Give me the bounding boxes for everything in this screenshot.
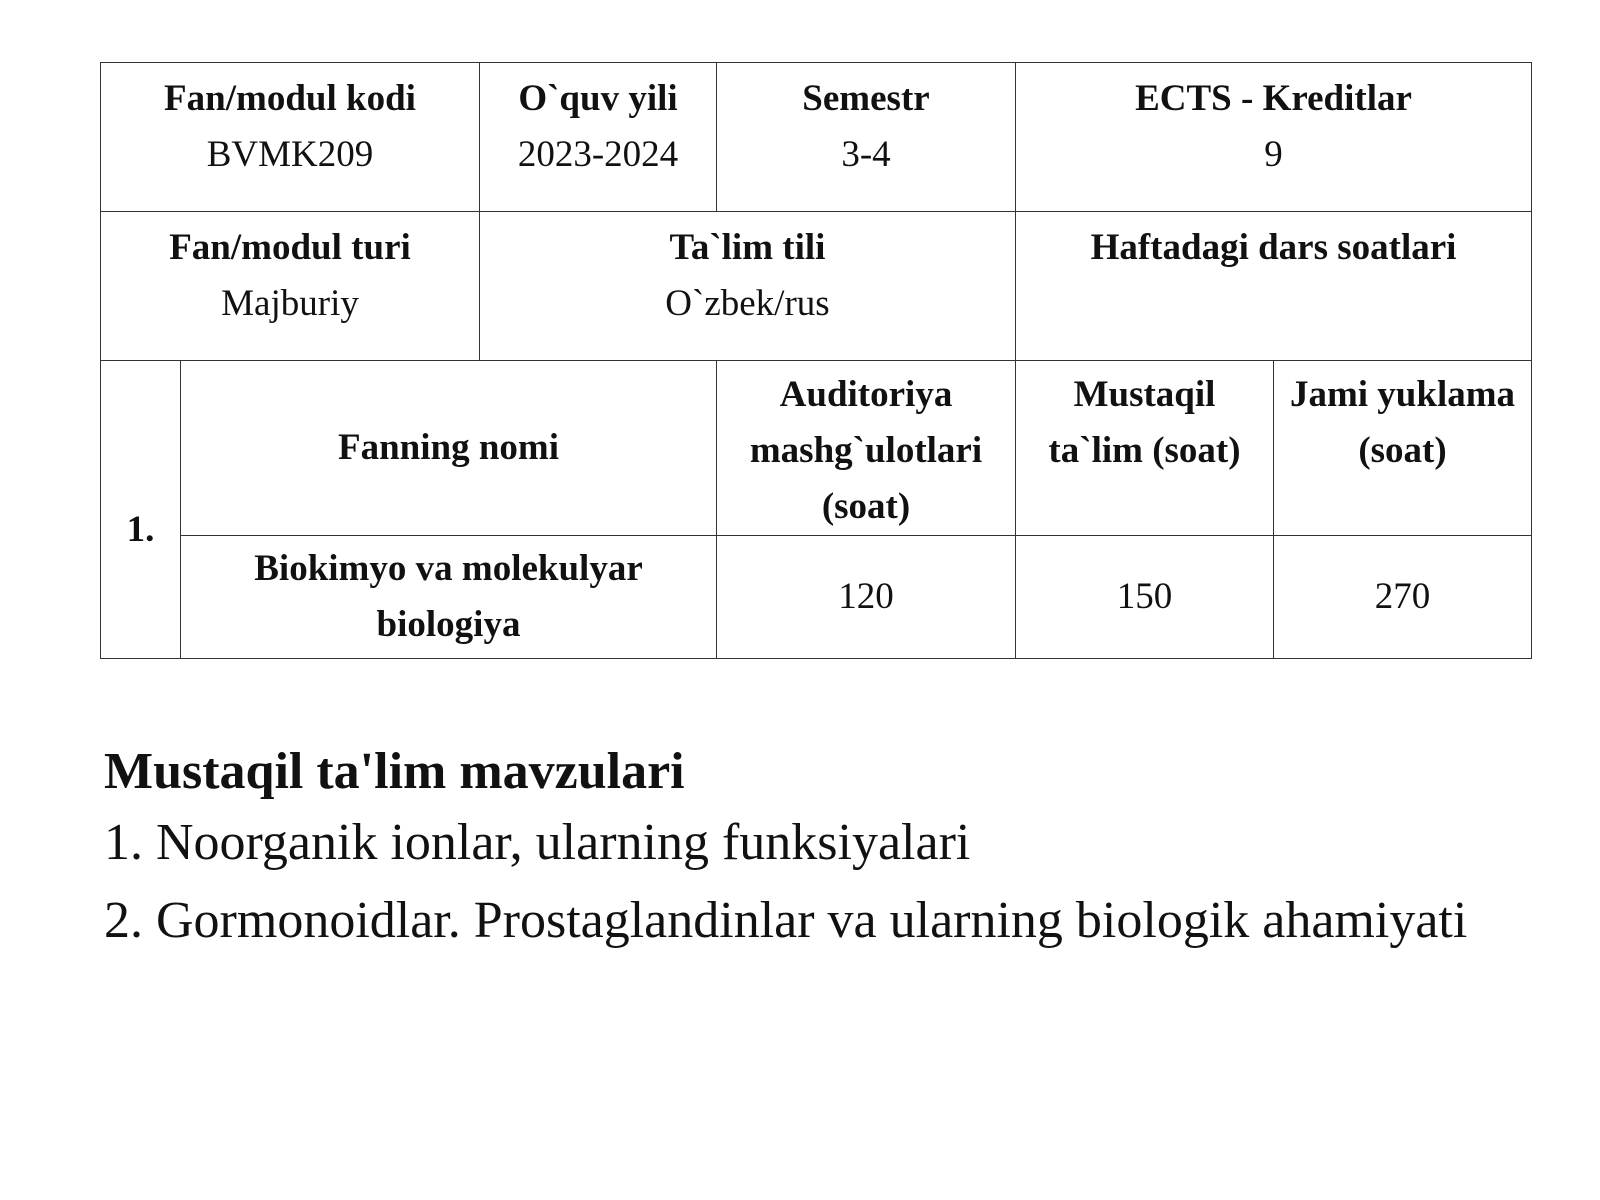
semester-value: 3-4 — [841, 134, 891, 175]
list-item: 1. Noorganik ionlar, ularning funksiyalari — [104, 814, 971, 871]
weekly-hours-cell — [1016, 212, 1532, 361]
section-title: Mustaqil ta'lim mavzulari — [104, 743, 685, 800]
course-info-table — [100, 62, 1532, 659]
semester-cell — [717, 63, 1016, 212]
academic-year-label: O`quv yili — [518, 78, 678, 119]
list-item: 2. Gormonoidlar. Prostaglandinlar va ularning biologik ahamiyati — [104, 892, 1468, 949]
subject-name: Biokimyo va molekulyar biologiya — [181, 536, 717, 659]
language-value: O`zbek/rus — [665, 283, 830, 324]
auditorium-hours-value: 120 — [717, 536, 1016, 659]
module-type-label: Fan/modul turi — [169, 227, 411, 268]
ects-label: ECTS - Kreditlar — [1135, 78, 1412, 119]
module-code-label: Fan/modul kodi — [164, 78, 416, 119]
module-type-cell — [101, 212, 480, 361]
language-cell — [480, 212, 1016, 361]
total-hours-header: Jami yuklama (soat) — [1274, 361, 1532, 536]
module-code-cell — [101, 63, 480, 212]
weekly-hours-label: Haftadagi dars soatlari — [1090, 227, 1457, 268]
semester-label: Semestr — [802, 78, 930, 119]
module-type-value: Majburiy — [221, 283, 359, 324]
table-row — [101, 212, 1532, 361]
language-label: Ta`lim tili — [669, 227, 826, 268]
module-code-value: BVMK209 — [206, 134, 374, 175]
independent-study-section — [104, 740, 1544, 960]
ects-cell — [1016, 63, 1532, 212]
table-row — [101, 63, 1532, 212]
total-hours-value: 270 — [1274, 536, 1532, 659]
academic-year-cell — [480, 63, 717, 212]
independent-hours-header: Mustaqil ta`lim (soat) — [1016, 361, 1274, 536]
table-row — [101, 361, 1532, 536]
table-row — [101, 536, 1532, 659]
independent-hours-value: 150 — [1016, 536, 1274, 659]
ects-value: 9 — [1264, 134, 1283, 175]
academic-year-value: 2023-2024 — [517, 134, 679, 175]
auditorium-hours-header: Auditoriya mashg`ulotlari (soat) — [717, 361, 1016, 536]
subject-header: Fanning nomi — [181, 361, 717, 536]
row-number: 1. — [101, 361, 181, 659]
